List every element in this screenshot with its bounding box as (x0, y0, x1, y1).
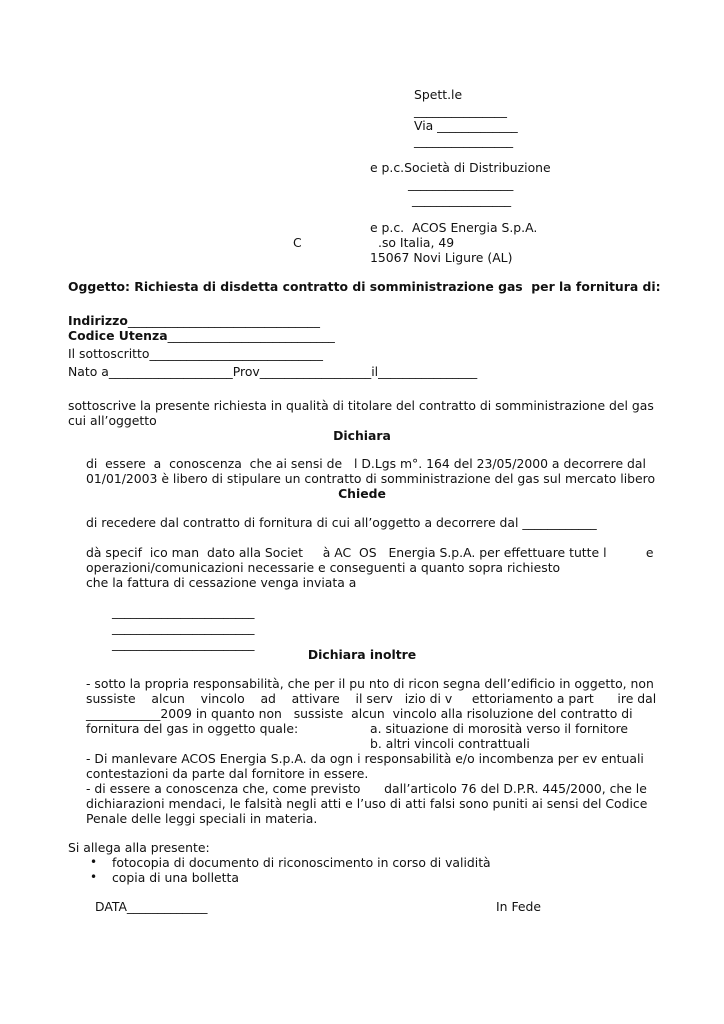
inoltre-line-1: - sotto la propria responsabilità, che per il pu nto di ricon segna dell’edificio in oggetto, non (86, 676, 654, 691)
allegato-item: fotocopia di documento di riconoscimento in corso di validità (112, 855, 491, 870)
inoltre-line-3: ____________2009 in quanto non sussiste alcun vincolo alla risoluzione del contratto di (86, 706, 633, 721)
sottoscritto-field: Il sottoscritto____________________________ (68, 346, 323, 361)
indirizzo-field (68, 313, 320, 328)
data-field: DATA_____________ (95, 899, 208, 914)
chiede-line-1: di recedere dal contratto di fornitura di cui all’oggetto a decorrere dal ____________ (86, 515, 597, 530)
chiede-heading: Chiede (338, 486, 386, 501)
codice-utenza-field (68, 328, 335, 343)
in-fede: In Fede (496, 899, 542, 914)
dichiara-line-1: di essere a conoscenza che ai sensi de l D.Lgs m°. 164 del 23/05/2000 a decorrere dal (86, 456, 646, 471)
recipient-via: Via _____________ (414, 118, 518, 133)
pc-acos-street: .so Italia, 49 (378, 235, 455, 250)
inoltre-line-8: - di essere a conoscenza che, come previsto dall’articolo 76 del D.P.R. 445/2000, che le (86, 781, 647, 796)
pc-distribuzione-blank1: _________________ (408, 176, 514, 191)
codice-utenza-label: Codice Utenza (68, 328, 168, 343)
recipient-spett: Spett.le (414, 87, 463, 102)
recipient-city-blank: ________________ (414, 133, 514, 148)
codice-utenza-line: ___________________________ (167, 328, 335, 343)
bullet-icon: • (90, 855, 98, 869)
dichiara-heading: Dichiara (333, 428, 391, 443)
dichiara-inoltre-heading: Dichiara inoltre (307, 647, 417, 662)
recipient-name-blank: _______________ (414, 103, 507, 118)
allegato-item: copia di una bolletta (112, 870, 239, 885)
inoltre-line-4a: fornitura del gas in oggetto quale: (86, 721, 299, 736)
inoltre-line-9: dichiarazioni mendaci, le falsità negli atti e l’uso di atti falsi sono puniti ai sensi del Codice (86, 796, 648, 811)
subject-line: Oggetto: Richiesta di disdetta contratto di somministrazione gas per la fornitura di: (68, 279, 661, 294)
chiede-line-3: operazioni/comunicazioni necessarie e conseguenti a quanto sopra richiesto (86, 560, 561, 575)
invio-blank-3: _______________________ (112, 636, 255, 651)
inoltre-line-5: b. altri vincoli contrattuali (370, 736, 530, 751)
indirizzo-label: Indirizzo (68, 313, 128, 328)
inoltre-line-7: contestazioni da parte dal fornitore in essere. (86, 766, 369, 781)
pc-acos-label: e p.c. ACOS Energia S.p.A. (370, 220, 538, 235)
invio-blank-2: _______________________ (112, 620, 255, 635)
pc-distribuzione-blank2: ________________ (412, 192, 512, 207)
inoltre-line-4b: a. situazione di morosità verso il fornitore (370, 721, 629, 736)
intro-line-2: cui all’oggetto (68, 413, 157, 428)
allegati-intro: Si allega alla presente: (68, 840, 210, 855)
inoltre-line-10: Penale delle leggi speciali in materia. (86, 811, 318, 826)
invio-blank-1: _______________________ (112, 604, 255, 619)
pc-acos-c-char: C (293, 235, 302, 250)
intro-line-1: sottoscrive la presente richiesta in qualità di titolare del contratto di somministrazione del gas (68, 398, 654, 413)
pc-distribuzione-label: e p.c.Società di Distribuzione (370, 160, 551, 175)
inoltre-line-2: sussiste alcun vincolo ad attivare il serv izio di v ettoriamento a part ire dal (86, 691, 657, 706)
dichiara-line-2: 01/01/2003 è libero di stipulare un contratto di somministrazione del gas sul mercato libero (86, 471, 656, 486)
nato-field: Nato a____________________Prov__________________il________________ (68, 364, 478, 379)
chiede-line-2: dà specif ico man dato alla Societ à AC OS Energia S.p.A. per effettuare tutte l e (86, 545, 654, 560)
indirizzo-line: _______________________________ (127, 313, 320, 328)
inoltre-line-6: - Di manlevare ACOS Energia S.p.A. da ogn i responsabilità e/o incombenza per ev entuali (86, 751, 644, 766)
pc-acos-city: 15067 Novi Ligure (AL) (370, 250, 513, 265)
bullet-icon: • (90, 870, 98, 884)
chiede-line-4: che la fattura di cessazione venga inviata a (86, 575, 357, 590)
